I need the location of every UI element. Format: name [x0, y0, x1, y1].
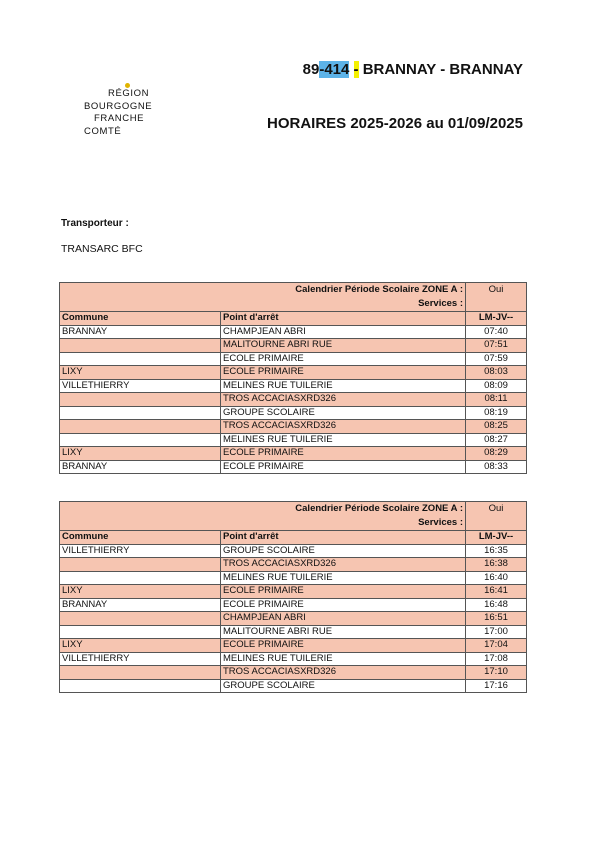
time-cell: 08:03 [466, 366, 527, 380]
time-cell: 07:40 [466, 325, 527, 339]
stop-cell: ECOLE PRIMAIRE [221, 447, 466, 461]
time-cell: 08:29 [466, 447, 527, 461]
commune-cell: LIXY [60, 366, 221, 380]
morning-schedule-table [59, 282, 527, 474]
stop-cell: ECOLE PRIMAIRE [221, 460, 466, 474]
time-cell: 17:08 [466, 652, 527, 666]
commune-cell [60, 666, 221, 680]
table-row [60, 652, 527, 666]
line-sep: - [353, 61, 359, 78]
time-cell: 16:48 [466, 598, 527, 612]
calendar-label: Calendrier Période Scolaire ZONE A : [295, 503, 463, 514]
calendar-header [60, 502, 466, 531]
commune-cell [60, 339, 221, 353]
table-row [60, 460, 527, 474]
table-row [60, 393, 527, 407]
time-cell: 17:04 [466, 639, 527, 653]
line-prefix: 89 [302, 61, 320, 78]
table-row [60, 625, 527, 639]
commune-cell [60, 558, 221, 572]
time-cell: 07:59 [466, 352, 527, 366]
commune-cell: VILLETHIERRY [60, 379, 221, 393]
commune-cell [60, 420, 221, 434]
stop-cell: MALITOURNE ABRI RUE [221, 339, 466, 353]
commune-cell [60, 625, 221, 639]
line-title [303, 61, 523, 78]
time-cell: 16:51 [466, 612, 527, 626]
table-row [60, 612, 527, 626]
table-row [60, 366, 527, 380]
stop-cell: ECOLE PRIMAIRE [221, 639, 466, 653]
time-cell: 17:10 [466, 666, 527, 680]
table-row [60, 447, 527, 461]
table-row [60, 585, 527, 599]
time-cell: 16:41 [466, 585, 527, 599]
time-cell: 08:11 [466, 393, 527, 407]
table-row [60, 639, 527, 653]
afternoon-schedule-table [59, 501, 527, 693]
column-header-row [60, 531, 527, 545]
stop-cell: ECOLE PRIMAIRE [221, 366, 466, 380]
time-cell: 08:09 [466, 379, 527, 393]
stop-cell: GROUPE SCOLAIRE [221, 544, 466, 558]
stop-cell: GROUPE SCOLAIRE [221, 406, 466, 420]
commune-cell [60, 679, 221, 693]
commune-cell: VILLETHIERRY [60, 544, 221, 558]
stop-cell: MELINES RUE TUILERIE [221, 379, 466, 393]
time-cell: 08:33 [466, 460, 527, 474]
table-row [60, 679, 527, 693]
table-row [60, 558, 527, 572]
table-header-row [60, 502, 527, 531]
time-cell: 16:38 [466, 558, 527, 572]
commune-cell: LIXY [60, 585, 221, 599]
table-row [60, 571, 527, 585]
commune-cell [60, 433, 221, 447]
logo-line: COMTÉ [84, 125, 122, 137]
stop-cell: MELINES RUE TUILERIE [221, 571, 466, 585]
table-row [60, 598, 527, 612]
commune-cell [60, 393, 221, 407]
stop-cell: MALITOURNE ABRI RUE [221, 625, 466, 639]
stop-cell: CHAMPJEAN ABRI [221, 325, 466, 339]
time-cell: 16:35 [466, 544, 527, 558]
stop-header: Point d'arrêt [221, 312, 466, 326]
stop-cell: TROS ACCACIASXRD326 [221, 558, 466, 572]
stop-cell: ECOLE PRIMAIRE [221, 352, 466, 366]
table-row [60, 433, 527, 447]
table-row [60, 406, 527, 420]
time-cell: 17:16 [466, 679, 527, 693]
commune-cell: LIXY [60, 639, 221, 653]
stop-header: Point d'arrêt [221, 531, 466, 545]
logo-line: BOURGOGNE [84, 100, 153, 112]
services-label: Services : [418, 517, 463, 528]
oui-cell: Oui [466, 283, 527, 312]
table-row [60, 666, 527, 680]
services-label: Services : [418, 298, 463, 309]
logo-line: RÉGION [108, 88, 150, 99]
stop-cell: TROS ACCACIASXRD326 [221, 666, 466, 680]
commune-cell [60, 571, 221, 585]
region-logo [84, 88, 164, 138]
time-cell: 07:51 [466, 339, 527, 353]
line-route: BRANNAY - BRANNAY [362, 61, 523, 78]
table-row [60, 352, 527, 366]
commune-cell [60, 612, 221, 626]
oui-cell: Oui [466, 502, 527, 531]
table-row [60, 420, 527, 434]
days-header: LM-JV-- [466, 312, 527, 326]
stop-cell: ECOLE PRIMAIRE [221, 585, 466, 599]
table-row [60, 339, 527, 353]
commune-cell [60, 406, 221, 420]
time-cell: 17:00 [466, 625, 527, 639]
calendar-label: Calendrier Période Scolaire ZONE A : [295, 284, 463, 295]
stop-cell: MELINES RUE TUILERIE [221, 433, 466, 447]
time-cell: 08:27 [466, 433, 527, 447]
stop-cell: MELINES RUE TUILERIE [221, 652, 466, 666]
logo-line: FRANCHE [94, 113, 145, 124]
commune-cell: BRANNAY [60, 325, 221, 339]
days-header: LM-JV-- [466, 531, 527, 545]
stop-cell: TROS ACCACIASXRD326 [221, 420, 466, 434]
schedule-title: HORAIRES 2025-2026 au 01/09/2025 [267, 115, 523, 132]
commune-cell: BRANNAY [60, 460, 221, 474]
commune-cell: LIXY [60, 447, 221, 461]
commune-cell: BRANNAY [60, 598, 221, 612]
calendar-header [60, 283, 466, 312]
stop-cell: TROS ACCACIASXRD326 [221, 393, 466, 407]
carrier-label: Transporteur : [61, 218, 129, 229]
table-row [60, 325, 527, 339]
commune-cell [60, 352, 221, 366]
time-cell: 16:40 [466, 571, 527, 585]
stop-cell: CHAMPJEAN ABRI [221, 612, 466, 626]
line-number: 414 [324, 61, 350, 78]
time-cell: 08:19 [466, 406, 527, 420]
time-cell: 08:25 [466, 420, 527, 434]
stop-cell: ECOLE PRIMAIRE [221, 598, 466, 612]
column-header-row [60, 312, 527, 326]
line-sep: - [319, 61, 325, 78]
commune-cell: VILLETHIERRY [60, 652, 221, 666]
stop-cell: GROUPE SCOLAIRE [221, 679, 466, 693]
logo-dot-icon [125, 83, 130, 88]
commune-header: Commune [60, 531, 221, 545]
table-header-row [60, 283, 527, 312]
commune-header: Commune [60, 312, 221, 326]
carrier-name: TRANSARC BFC [61, 243, 143, 255]
table-row [60, 544, 527, 558]
table-row [60, 379, 527, 393]
